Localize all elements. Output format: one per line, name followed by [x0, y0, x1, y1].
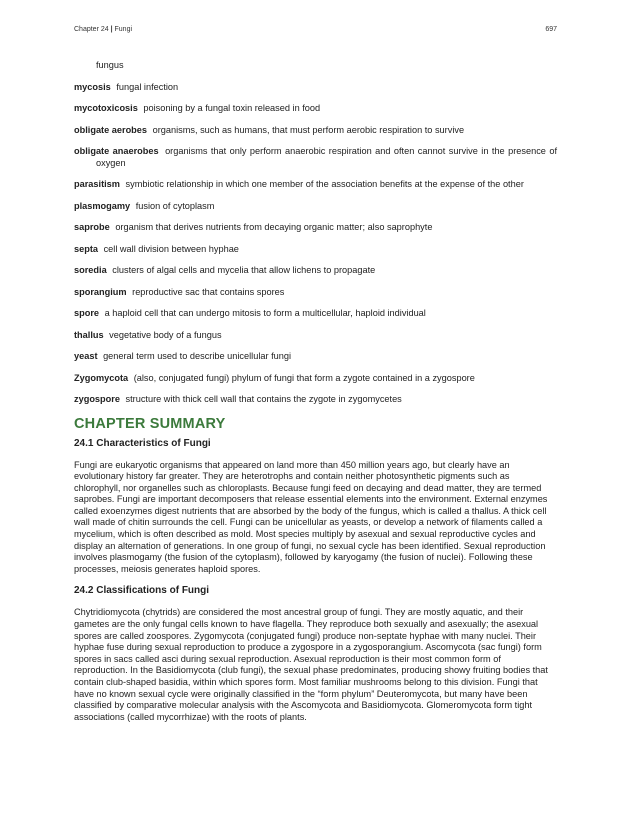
glossary-term: plasmogamy	[74, 200, 131, 211]
glossary-definition: fungal infection	[116, 81, 179, 92]
section-paragraph: Fungi are eukaryotic organisms that appeared on land more than 450 million years ago, but clearly have an evolutionary history far greater. They are heterotrophs and contain neither photosynthetic pigments such as chlorophyll, nor organelles such as chloroplasts. Because fungi feed on decaying and dead matter, they are termed saprobes. Fungi are important decomposers that release essential elements into the environment. External enzymes called exoenzymes digest nutrients that are absorbed by the body of the fungus, which is called a thallus. A thick cell wall made of chitin surrounds the cell. Fungi can be unicellular as yeasts, or develop a network of filaments called a mycelium, which is often described as mold. Most species multiply by asexual and sexual reproductive cycles and display an alternation of generations. In one group of fungi, no sexual cycle has been identified. Sexual reproduction involves plasmogamy (the fusion of the cytoplasm), followed by karyogamy (the fusion of nuclei). Following these processes, meiosis generates haploid spores.	[74, 459, 548, 574]
glossary-definition: (also, conjugated fungi) phylum of fungi that form a zygote contained in a zygospore	[133, 372, 475, 383]
glossary-definition: organisms, such as humans, that must perform aerobic respiration to survive	[152, 124, 465, 135]
glossary-entry	[74, 373, 557, 385]
glossary-term: septa	[74, 243, 99, 254]
glossary-definition: structure with thick cell wall that contains the zygote in zygomycetes	[125, 394, 402, 404]
glossary-entry	[74, 244, 557, 256]
glossary-continuation: fungus	[96, 60, 124, 70]
glossary-term: mycotoxicosis	[74, 103, 138, 113]
glossary-list	[74, 60, 557, 406]
glossary-definition: vegetative body of a fungus	[109, 329, 222, 340]
glossary-entry	[74, 287, 557, 299]
glossary-term: spore	[74, 308, 100, 318]
glossary-term: saprobe	[74, 222, 110, 232]
glossary-entry	[74, 179, 557, 191]
glossary-definition: organism that derives nutrients from decaying organic matter; also saprophyte	[115, 222, 433, 232]
summary-section	[74, 438, 557, 576]
section-heading: 24.2 Classifications of Fungi	[74, 585, 210, 597]
page-header	[74, 26, 557, 36]
glossary-definition: a haploid cell that can undergo mitosis to form a multicellular, haploid individual	[104, 308, 426, 318]
glossary-definition: poisoning by a fungal toxin released in food	[143, 103, 321, 113]
glossary-entry	[74, 222, 557, 234]
glossary-definition: organisms that only perform anaerobic respiration and often cannot survive in the presence of oxygen	[96, 146, 557, 168]
glossary-entry	[74, 201, 557, 213]
glossary-entry	[74, 103, 557, 115]
page-number: 697	[545, 26, 557, 33]
glossary-definition: reproductive sac that contains spores	[132, 286, 285, 297]
glossary-term: soredia	[74, 265, 107, 275]
glossary-entry	[74, 330, 557, 342]
glossary-entry	[74, 351, 557, 363]
section-paragraph: Chytridiomycota (chytrids) are considered the most ancestral group of fungi. They are mostly aquatic, and their gametes are the only fungal cells known to have flagella. They reproduce both sexually and asexually; the asexual spores are called zoospores. Zygomycota (conjugated fungi) produce non-septate hyphae with many nuclei. Their hyphae fuse during sexual reproduction to produce a zygospore in a zygosporangium. Ascomycota (sac fungi) form spores in sacs called asci during sexual reproduction. Asexual reproduction is their most common form of reproduction. In the Basidiomycota (club fungi), the sexual phase predominates, producing showy fruiting bodies that contain club-shaped basidia, within which spores form. Most familiar mushrooms belong to this division. Fungi that have no known sexual cycle were originally classified in the “form phylum” Deuteromycota, but many have been classified by comparative molecular analysis with the Ascomycota and Basidiomycota. Glomeromycota form tight associations (called mycorrhizae) with the roots of plants.	[74, 607, 548, 722]
chapter-topic: Fungi	[114, 26, 133, 33]
chapter-label: Chapter 24	[74, 26, 109, 33]
glossary-term: zygospore	[74, 394, 120, 404]
glossary-entry	[74, 82, 557, 94]
glossary-definition: cell wall division between hyphae	[103, 243, 239, 254]
glossary-term: mycosis	[74, 81, 111, 92]
glossary-term: obligate anaerobes	[74, 146, 159, 156]
glossary-definition: symbiotic relationship in which one member of the association benefits at the expense of the other	[125, 179, 524, 189]
glossary-term: Zygomycota	[74, 372, 129, 383]
glossary-definition: clusters of algal cells and mycelia that allow lichens to propagate	[112, 265, 376, 275]
chapter-summary-title: CHAPTER SUMMARY	[74, 415, 226, 432]
glossary-term: thallus	[74, 329, 104, 340]
header-separator: |	[110, 26, 113, 33]
glossary-entry	[74, 265, 557, 277]
glossary-entry	[74, 125, 557, 137]
glossary-entry	[74, 146, 557, 169]
section-heading: 24.1 Characteristics of Fungi	[74, 437, 211, 449]
summary-sections	[74, 438, 557, 724]
running-head	[74, 26, 132, 33]
glossary-term: parasitism	[74, 179, 120, 189]
glossary-term: obligate aerobes	[74, 124, 148, 135]
glossary-entry	[74, 394, 557, 406]
glossary-definition: general term used to describe unicellular fungi	[103, 351, 292, 361]
glossary-term: sporangium	[74, 286, 127, 297]
glossary-entry	[74, 308, 557, 320]
page-content	[74, 60, 557, 733]
glossary-term: yeast	[74, 351, 98, 361]
glossary-definition: fusion of cytoplasm	[135, 200, 215, 211]
glossary-entries	[74, 82, 557, 406]
summary-section	[74, 585, 557, 723]
